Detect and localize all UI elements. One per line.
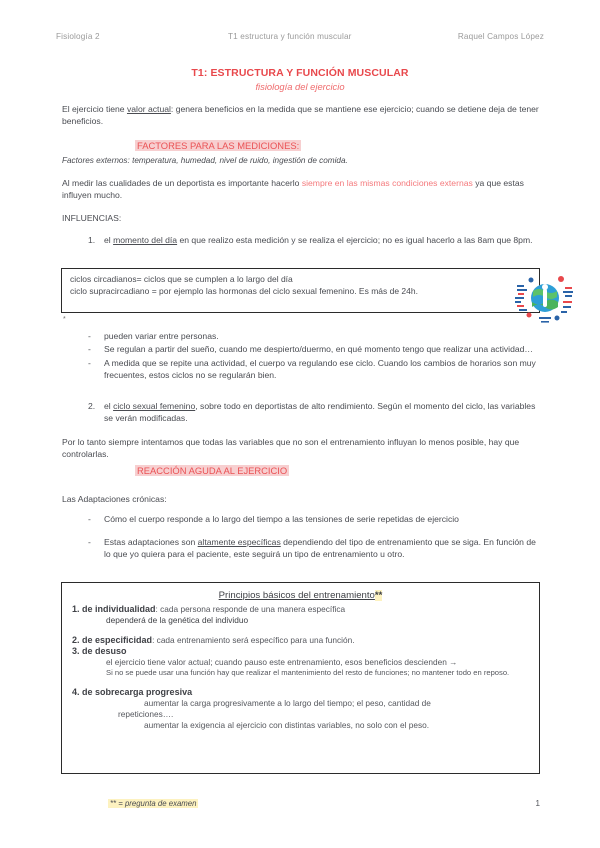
bullet-pre: Estas adaptaciones son (104, 537, 198, 547)
page-title: T1: ESTRUCTURA Y FUNCIÓN MUSCULAR (191, 67, 409, 79)
header-center-topic: T1 estructura y función muscular (227, 32, 352, 41)
list-item (62, 536, 540, 561)
adaptaciones-bullet-2 (62, 536, 540, 562)
list-item-underlined: ciclo sexual femenino (113, 401, 196, 411)
circadian-line-2: ciclo supracircadiano = por ejemplo las hormonas del ciclo sexual femenino. Es más de 24h. (70, 285, 418, 296)
por-lo-tanto-paragraph: Por lo tanto siempre intentamos que todas las variables que no son el entrenamiento influyan lo menos posible, hay que controlarlas. (62, 437, 520, 460)
circadian-line-1: ciclos circadianos= ciclos que se cumplen a lo largo del día (70, 274, 293, 284)
principle-number: 3. (72, 646, 80, 656)
document-header (56, 32, 544, 41)
list-item (62, 357, 540, 382)
bullet-text: pueden variar entre personas. (104, 331, 219, 341)
intro-underlined-term: valor actual (126, 104, 171, 114)
bullet-text: Cómo el cuerpo responde a lo largo del tiempo a las tensiones de serie repetidas de ejercicio (104, 514, 459, 524)
principle-item-4-sub: aumentar la carga progresivamente a lo largo del tiempo; el peso, cantidad de (144, 698, 431, 709)
spacer (72, 626, 529, 635)
principle-desc: : cada persona responde de una manera específica (155, 604, 346, 614)
principle-item-3 (72, 646, 529, 656)
intro-rest: : genera beneficios en la medida que se mantiene ese ejercicio; cuando se detiene deja de tener beneficios. (62, 104, 539, 127)
bullet-text: A medida que se repite una actividad, el cuerpo va regulando ese ciclo. Cuando los cambios de horarios son muy frecuentes, estos ciclos no se regularán bien. (104, 357, 536, 381)
principles-title (72, 590, 529, 601)
list-item (62, 513, 540, 525)
list-item-post: , sobre todo en deportistas de alto rendimiento. Según el momento del ciclo, las variables se verán modificadas. (104, 401, 536, 424)
influencias-list-1 (62, 234, 540, 248)
exam-legend: ** = pregunta de examen (110, 799, 197, 808)
medir-red-emphasis: siempre en las mismas condiciones externas (301, 178, 473, 188)
header-left-subject: Fisiología 2 (56, 32, 100, 41)
principle-name: de individualidad (82, 604, 156, 614)
bullet-post: dependiendo del tipo de entrenamiento que se siga. En función de lo que yo quiera para el paciente, este seguirá un tipo de entrenamiento u otro. (104, 537, 536, 560)
factores-heading: FACTORES PARA LAS MEDICIONES: (137, 140, 300, 151)
principle-number: 2. (72, 635, 80, 645)
bullet-dash: - (88, 357, 91, 368)
principle-item-4-sub2: repeticiones…. (118, 709, 174, 720)
medir-part2: ya que estas influyen mucho. (62, 178, 524, 201)
factores-externos-line: Factores externos: temperatura, humedad, nivel de ruido, ingestión de comida. (62, 156, 348, 165)
bullet-dash: - (88, 537, 91, 547)
page-number: 1 (535, 798, 540, 808)
spacer (72, 678, 529, 687)
list-item-number: 1. (88, 235, 96, 245)
principle-item-1 (72, 604, 529, 614)
list-item-number: 2. (88, 401, 96, 411)
list-item (62, 400, 540, 425)
principle-item-2 (72, 635, 529, 645)
principle-name: de desuso (82, 646, 127, 656)
bullet-text: Se regulan a partir del sueño, cuando me despierto/duermo, en qué momento tengo que realizar una actividad… (104, 344, 533, 355)
principle-number: 4. (72, 687, 80, 698)
list-item-underlined: momento del día (113, 235, 178, 245)
box-footnote-mark: * (63, 316, 66, 323)
list-item-post: en que realizo esta medición y se realiza el ejercicio; no es igual hacerlo a las 8am que 8pm. (177, 235, 533, 245)
intro-lead: El ejercicio tiene (62, 104, 127, 114)
principles-title-exam-mark: ** (374, 590, 383, 601)
circadian-rhythm-infographic-icon (513, 271, 577, 325)
document-footer (62, 798, 540, 808)
list-item (62, 234, 540, 246)
principle-item-3-sub: el ejercicio tiene valor actual; cuando pauso este entrenamiento, esos beneficios descienden → (106, 657, 458, 667)
medir-paragraph (62, 177, 540, 202)
page-subtitle: fisiología del ejercicio (255, 81, 345, 92)
training-principles-box (61, 582, 540, 774)
principle-number: 1. (72, 604, 80, 614)
bullet-underlined: altamente específicas (197, 537, 281, 547)
factores-heading-row (135, 139, 540, 153)
medir-part1: Al medir las cualidades de un deportista es importante hacerlo (62, 178, 302, 188)
reaccion-aguda-heading: REACCIÓN AGUDA AL EJERCICIO (137, 465, 288, 476)
list-item (62, 343, 540, 355)
principle-desc: : cada entrenamiento será específico para una función. (152, 635, 355, 645)
reaccion-heading-row (135, 464, 540, 478)
title-block (0, 67, 600, 92)
principle-item-1-sub: dependerá de la genética del individuo (106, 615, 249, 625)
bullet-dash: - (88, 344, 91, 355)
influencias-list-2 (62, 400, 540, 427)
principle-item-3-sub2: Si no se puede usar una función hay que realizar el mantenimiento del resto de funciones; no mantener todo en reposo. (106, 668, 510, 677)
adaptaciones-bullet-1 (62, 513, 540, 526)
header-right-author: Raquel Campos López (457, 32, 544, 41)
circadian-box-text (70, 274, 470, 297)
bullet-dash: - (88, 331, 91, 341)
intro-paragraph (62, 103, 540, 128)
list-item-pre: el (104, 235, 114, 245)
list-item-pre: el (104, 401, 114, 411)
adaptaciones-heading: Las Adaptaciones crónicas: (62, 494, 167, 504)
principles-title-text: Principios básicos del entrenamiento (218, 590, 375, 601)
influencias-heading: INFLUENCIAS: (62, 213, 122, 223)
principle-name: de especificidad (82, 635, 153, 645)
circadian-bullet-list (62, 330, 540, 383)
principle-item-4-sub3: aumentar la exigencia al ejercicio con distintas variables, no solo con el peso. (144, 720, 430, 731)
principle-item-4 (72, 687, 529, 697)
circadian-definition-box (61, 268, 540, 313)
list-item (62, 330, 540, 342)
bullet-dash: - (88, 514, 91, 524)
principle-name: de sobrecarga progresiva (82, 687, 193, 698)
